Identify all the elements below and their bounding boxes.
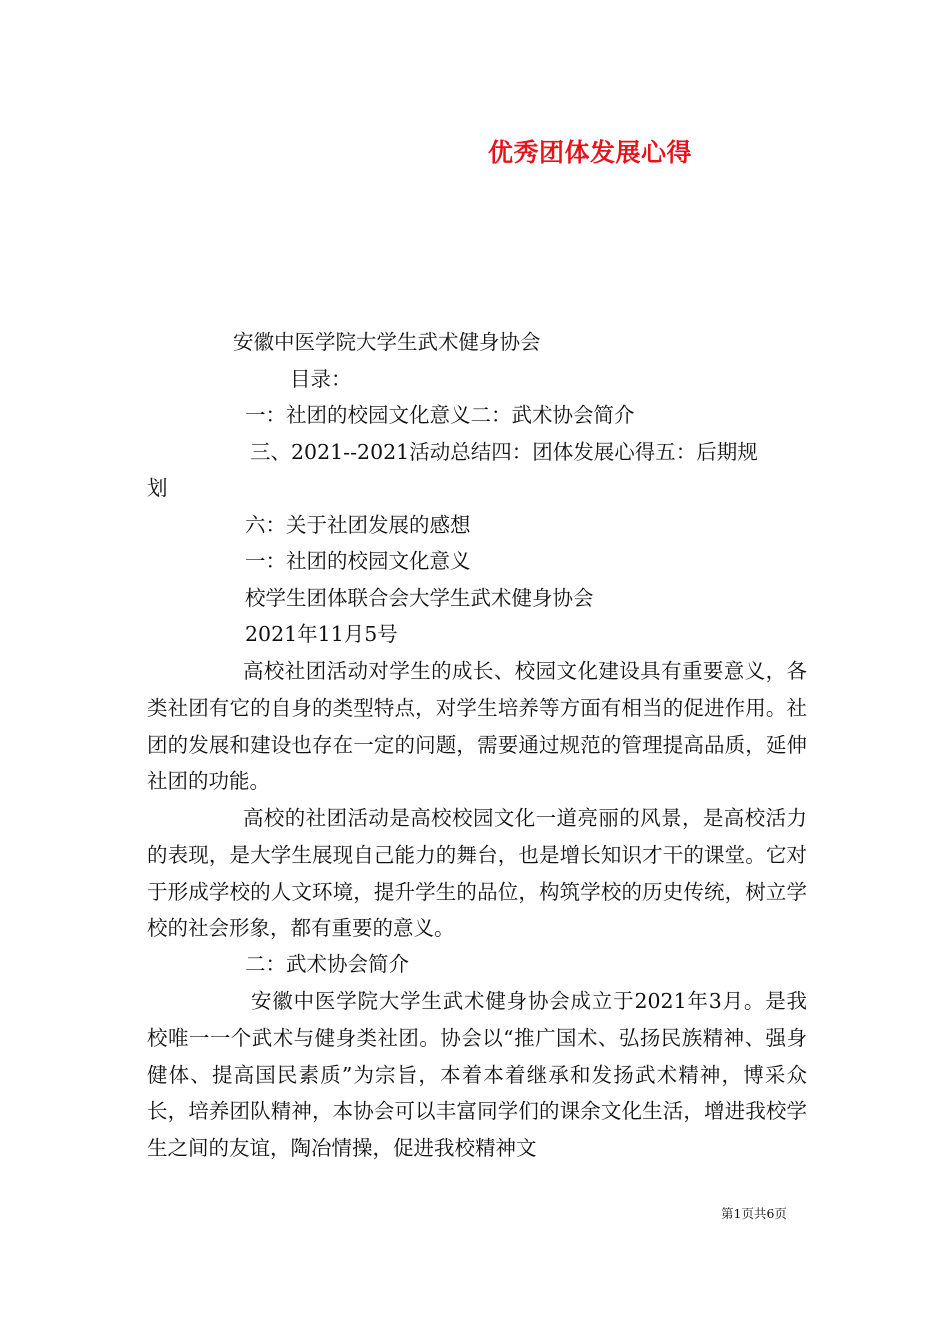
org-name: 安徽中医学院大学生武术健身协会 xyxy=(233,330,541,354)
page-footer: 第1页共6页 xyxy=(721,1206,787,1221)
signature-date: 2021年11月5号 xyxy=(245,622,398,646)
paragraph-2: 高校的社团活动是高校校园文化一道亮丽的风景，是高校活力的表现，是大学生展现自己能力的舞台，也是增长知识才干的课堂。它对于形成学校的人文环境，提升学生的品位，构筑学校的历史传统，树立学校的社会形象，都有重要的意义。 xyxy=(147,806,807,941)
toc-heading: 目录： xyxy=(290,367,352,391)
paragraph-1: 高校社团活动对学生的成长、校园文化建设具有重要意义，各类社团有它的自身的类型特点，对学生培养等方面有相当的促进作用。社团的发展和建设也存在一定的问题，需要通过规范的管理提高品质，延伸社团的功能。 xyxy=(147,659,807,794)
signature-org: 校学生团体联合会大学生武术健身协会 xyxy=(245,586,594,610)
section-2-heading: 二：武术协会简介 xyxy=(245,952,409,976)
toc-line-2: 三、2021--2021活动总结四：团体发展心得五：后期规 xyxy=(250,440,758,464)
paragraph-3: 安徽中医学院大学生武术健身协会成立于2021年3月。是我校唯一一个武术与健身类社团。协会以“推广国术、弘扬民族精神、强身健体、提高国民素质”为宗旨，本着本着继承和发扬武术精神，博采众长，培养团队精神，本协会可以丰富同学们的课余文化生活，增进我校学生之间的友谊，陶冶情操，促进我校精神文 xyxy=(147,989,807,1161)
toc-line-3: 六：关于社团发展的感想 xyxy=(245,513,471,537)
toc-line-1: 一：社团的校园文化意义二：武术协会简介 xyxy=(245,403,635,427)
section-1-heading: 一：社团的校园文化意义 xyxy=(245,549,471,573)
toc-line-2-wrap: 划 xyxy=(147,476,168,500)
document-title: 优秀团体发展心得 xyxy=(488,138,693,167)
